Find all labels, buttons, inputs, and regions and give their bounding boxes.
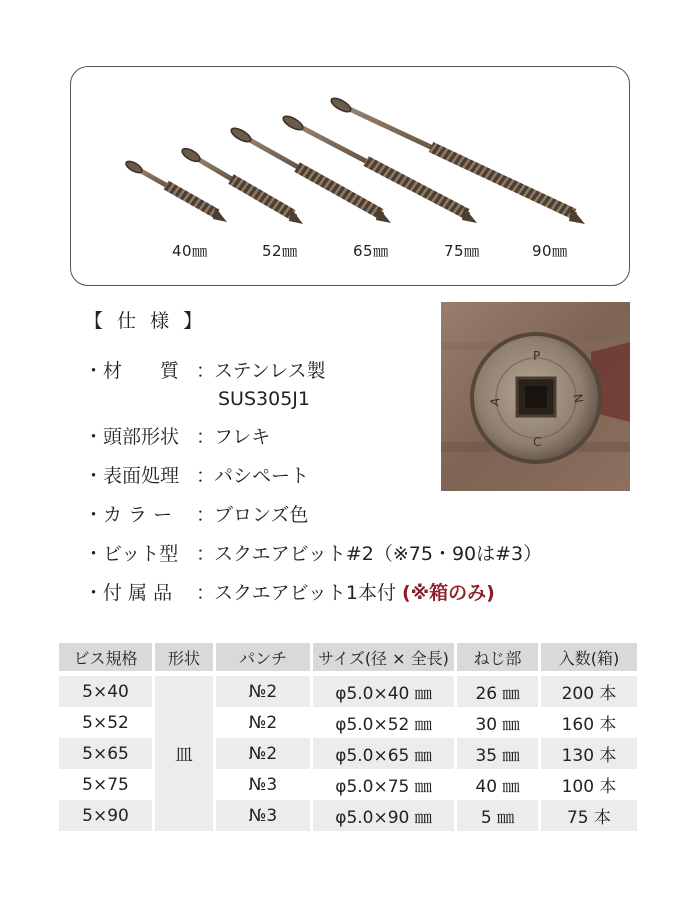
cell-punch: №2 — [216, 676, 310, 707]
cell-spec: 5×40 — [59, 676, 152, 707]
column-header: 形状 — [155, 643, 213, 671]
screw-75-image — [281, 114, 477, 223]
screw-lineup-panel — [70, 66, 630, 286]
column-header: 入数(箱) — [541, 643, 637, 671]
spec-label: ・材 質 — [84, 360, 180, 382]
cell-qty: 100 本 — [541, 769, 637, 800]
cell-punch: №2 — [216, 707, 310, 738]
spec-value: ブロンズ色 — [214, 504, 309, 526]
cell-thread: 40 ㎜ — [457, 769, 538, 800]
column-header: ねじ部 — [457, 643, 538, 671]
spec-row-accessory — [84, 584, 495, 603]
table-row — [59, 800, 637, 831]
spec-label: ・表面処理 — [84, 465, 180, 487]
cell-shape: 皿 — [155, 676, 213, 831]
spec-label: ・カ ラ ー — [84, 504, 173, 526]
column-header: サイズ(径 × 全長) — [313, 643, 454, 671]
cell-size: φ5.0×90 ㎜ — [313, 800, 454, 831]
spec-label: ・付 属 品 — [84, 582, 173, 604]
spec-row-color — [84, 506, 308, 525]
spec-label: ・ビット型 — [84, 543, 179, 565]
head-mark-c: C — [533, 435, 542, 449]
cell-spec: 5×52 — [59, 707, 152, 738]
screw-head-image — [441, 302, 630, 491]
spec-label: ・頭部形状 — [84, 426, 180, 448]
cell-size: φ5.0×65 ㎜ — [313, 738, 454, 769]
cell-qty: 160 本 — [541, 707, 637, 738]
cell-qty: 130 本 — [541, 738, 637, 769]
spec-row-surface — [84, 467, 309, 486]
spec-value: スクエアビット#2（※75・90は#3） — [214, 543, 543, 565]
table-row — [59, 707, 637, 738]
head-mark-n: N — [570, 392, 586, 405]
spec-separator: ： — [196, 465, 216, 487]
spec-row-head-shape — [84, 428, 270, 447]
length-label: 90㎜ — [532, 242, 568, 260]
spec-value: パシペート — [214, 465, 310, 487]
spec-heading: 【 仕 様 】 — [84, 310, 207, 332]
spec-note: (※箱のみ) — [402, 582, 495, 604]
cell-size: φ5.0×40 ㎜ — [313, 676, 454, 707]
cell-punch: №3 — [216, 800, 310, 831]
head-mark-p: P — [533, 349, 541, 363]
spec-separator: ： — [196, 543, 216, 565]
spec-separator: ： — [196, 582, 216, 604]
spec-separator: ： — [196, 504, 216, 526]
spec-value: スクエアビット1本付 — [214, 582, 396, 604]
spec-row-bit-type — [84, 545, 542, 564]
cell-thread: 35 ㎜ — [457, 738, 538, 769]
screw-65-image — [229, 126, 391, 223]
spec-value: ステンレス製 — [214, 360, 326, 382]
length-label: 75㎜ — [444, 242, 480, 260]
table-header-row — [59, 643, 637, 671]
column-header: パンチ — [216, 643, 310, 671]
length-label: 52㎜ — [262, 242, 298, 260]
column-header: ビス規格 — [59, 643, 152, 671]
table-row — [59, 769, 637, 800]
length-label: 40㎜ — [172, 242, 208, 260]
cell-thread: 5 ㎜ — [457, 800, 538, 831]
table-row — [59, 738, 637, 769]
cell-thread: 26 ㎜ — [457, 676, 538, 707]
spec-table — [56, 643, 640, 831]
cell-spec: 5×75 — [59, 769, 152, 800]
head-mark-a: A — [487, 396, 503, 408]
screw-head-photo — [441, 302, 630, 491]
cell-thread: 30 ㎜ — [457, 707, 538, 738]
cell-spec: 5×65 — [59, 738, 152, 769]
spec-value-grade: SUS305J1 — [218, 388, 310, 410]
cell-punch: №3 — [216, 769, 310, 800]
spec-row-material — [84, 362, 326, 381]
cell-size: φ5.0×75 ㎜ — [313, 769, 454, 800]
spec-separator: ： — [196, 426, 216, 448]
cell-qty: 200 本 — [541, 676, 637, 707]
spec-value: フレキ — [214, 426, 271, 448]
cell-qty: 75 本 — [541, 800, 637, 831]
spec-separator: ： — [196, 360, 216, 382]
length-label: 65㎜ — [353, 242, 389, 260]
cell-size: φ5.0×52 ㎜ — [313, 707, 454, 738]
cell-punch: №2 — [216, 738, 310, 769]
cell-spec: 5×90 — [59, 800, 152, 831]
table-row — [59, 676, 637, 707]
